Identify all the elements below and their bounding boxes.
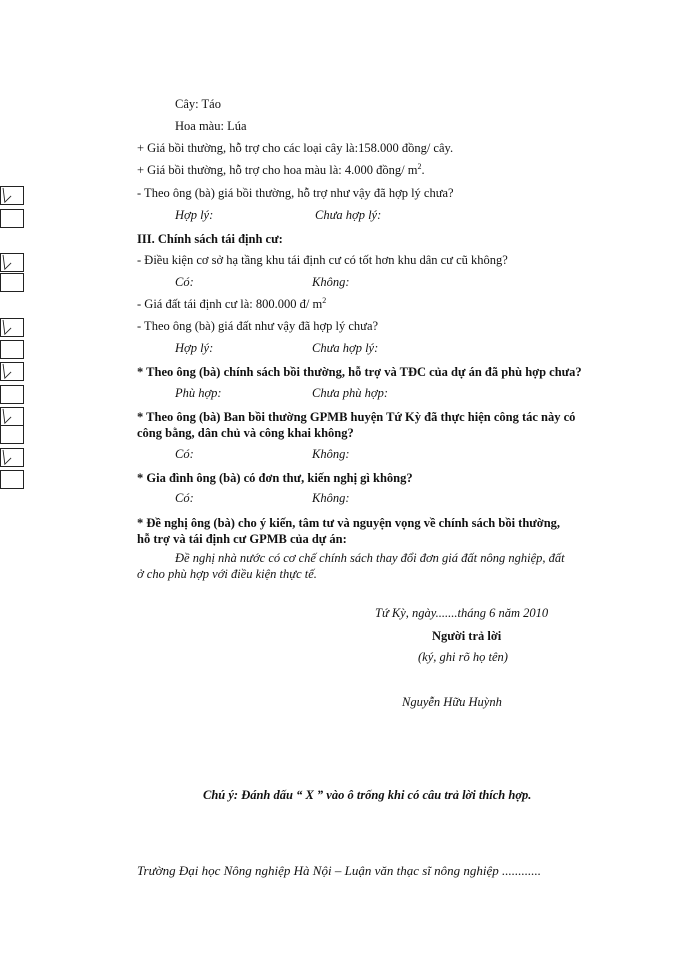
option-hop-ly-1: Hợp lý: — [175, 208, 214, 222]
question-dieu-kien: - Điều kiện cơ sở hạ tầng khu tái định cư có tốt hơn khu dân cư cũ không? — [137, 253, 508, 267]
check-mark-icon — [1, 319, 23, 336]
check-mark-icon — [1, 254, 23, 271]
page-footer: Trường Đại học Nông nghiệp Hà Nội – Luận văn thạc sĩ nông nghiệp ............ — [137, 863, 542, 878]
checkbox-chua-phu-hop[interactable] — [0, 385, 24, 404]
hoa-mau-line: Hoa màu: Lúa — [175, 119, 247, 133]
option-chua-hop-ly-1: Chưa hợp lý: — [315, 208, 382, 222]
checkbox-co-1[interactable] — [0, 253, 24, 272]
question-hop-ly-1: - Theo ông (bà) giá bồi thường, hỗ trợ như vậy đã hợp lý chưa? — [137, 186, 454, 200]
option-hop-ly-2: Hợp lý: — [175, 341, 214, 355]
respondent-title: Người trả lời — [432, 629, 502, 643]
section-3-heading: III. Chính sách tái định cư: — [137, 232, 283, 246]
checkbox-khong-3[interactable] — [0, 470, 24, 489]
gia-hoa-mau-end: . — [421, 163, 425, 177]
gia-hoa-mau-text: + Giá bồi thường, hỗ trợ cho hoa màu là: 4.000 đồng/ m — [137, 163, 418, 177]
check-mark-icon — [1, 187, 23, 204]
respondent-note: (ký, ghi rõ họ tên) — [418, 650, 508, 664]
option-khong-3: Không: — [312, 491, 350, 505]
question-cong-bang-line-2: công bằng, dân chủ và công khai không? — [137, 426, 354, 440]
checkbox-co-2[interactable] — [0, 407, 24, 426]
gia-dat-text: - Giá đất tái định cư là: 800.000 đ/ m — [137, 297, 323, 311]
option-co-3: Có: — [175, 491, 194, 505]
cay-line: Cây: Táo — [175, 97, 221, 111]
gia-dat-sup: 2 — [322, 295, 327, 305]
option-chua-hop-ly-2: Chưa hợp lý: — [312, 341, 379, 355]
answer-line-2: ở cho phù hợp với điều kiện thực tế. — [137, 567, 317, 581]
signature-date: Tứ Kỳ, ngày.......tháng 6 năm 2010 — [375, 606, 549, 620]
question-cong-bang-line-1: * Theo ông (bà) Ban bồi thường GPMB huyện Tứ Kỳ đã thực hiện công tác này có — [137, 410, 576, 424]
option-phu-hop: Phù hợp: — [175, 386, 222, 400]
checkbox-chua-hop-ly-2[interactable] — [0, 340, 24, 359]
option-khong-2: Không: — [312, 447, 350, 461]
option-chua-phu-hop: Chưa phù hợp: — [312, 386, 388, 400]
question-hop-ly-2: - Theo ông (bà) giá đất như vậy đã hợp lý chưa? — [137, 319, 379, 333]
check-mark-icon — [1, 408, 23, 425]
respondent-name: Nguyễn Hữu Huỳnh — [402, 695, 502, 709]
instruction-note: Chú ý: Đánh dấu “ X ” vào ô trống khi có câu trả lời thích hợp. — [203, 788, 532, 802]
answer-line-1: Đề nghị nhà nước có cơ chế chính sách thay đổi đơn giá đất nông nghiệp, đất — [175, 551, 565, 565]
question-don-thu: * Gia đình ông (bà) có đơn thư, kiến nghị gì không? — [137, 471, 413, 485]
option-co-2: Có: — [175, 447, 194, 461]
question-phu-hop: * Theo ông (bà) chính sách bồi thường, hỗ trợ và TĐC của dự án đã phù hợp chưa? — [137, 365, 582, 379]
option-co-1: Có: — [175, 275, 194, 289]
checkbox-hop-ly-2[interactable] — [0, 318, 24, 337]
checkbox-co-3[interactable] — [0, 448, 24, 467]
checkbox-khong-2[interactable] — [0, 425, 24, 444]
gia-hoa-mau-line — [137, 162, 425, 178]
checkbox-phu-hop[interactable] — [0, 362, 24, 381]
option-khong-1: Không: — [312, 275, 350, 289]
checkbox-khong-1[interactable] — [0, 273, 24, 292]
gia-cay-line: + Giá bồi thường, hỗ trợ cho các loại cây là:158.000 đồng/ cây. — [137, 141, 454, 155]
gia-hoa-mau-sup: 2 — [417, 161, 422, 171]
check-mark-icon — [1, 449, 23, 466]
question-de-nghi-line-2: hỗ trợ và tái định cư GPMB của dự án: — [137, 532, 347, 546]
check-mark-icon — [1, 363, 23, 380]
question-de-nghi-line-1: * Đề nghị ông (bà) cho ý kiến, tâm tư và nguyện vọng về chính sách bồi thường, — [137, 516, 561, 530]
checkbox-hop-ly-1[interactable] — [0, 186, 24, 205]
gia-dat-line — [137, 296, 326, 312]
checkbox-chua-hop-ly-1[interactable] — [0, 209, 24, 228]
